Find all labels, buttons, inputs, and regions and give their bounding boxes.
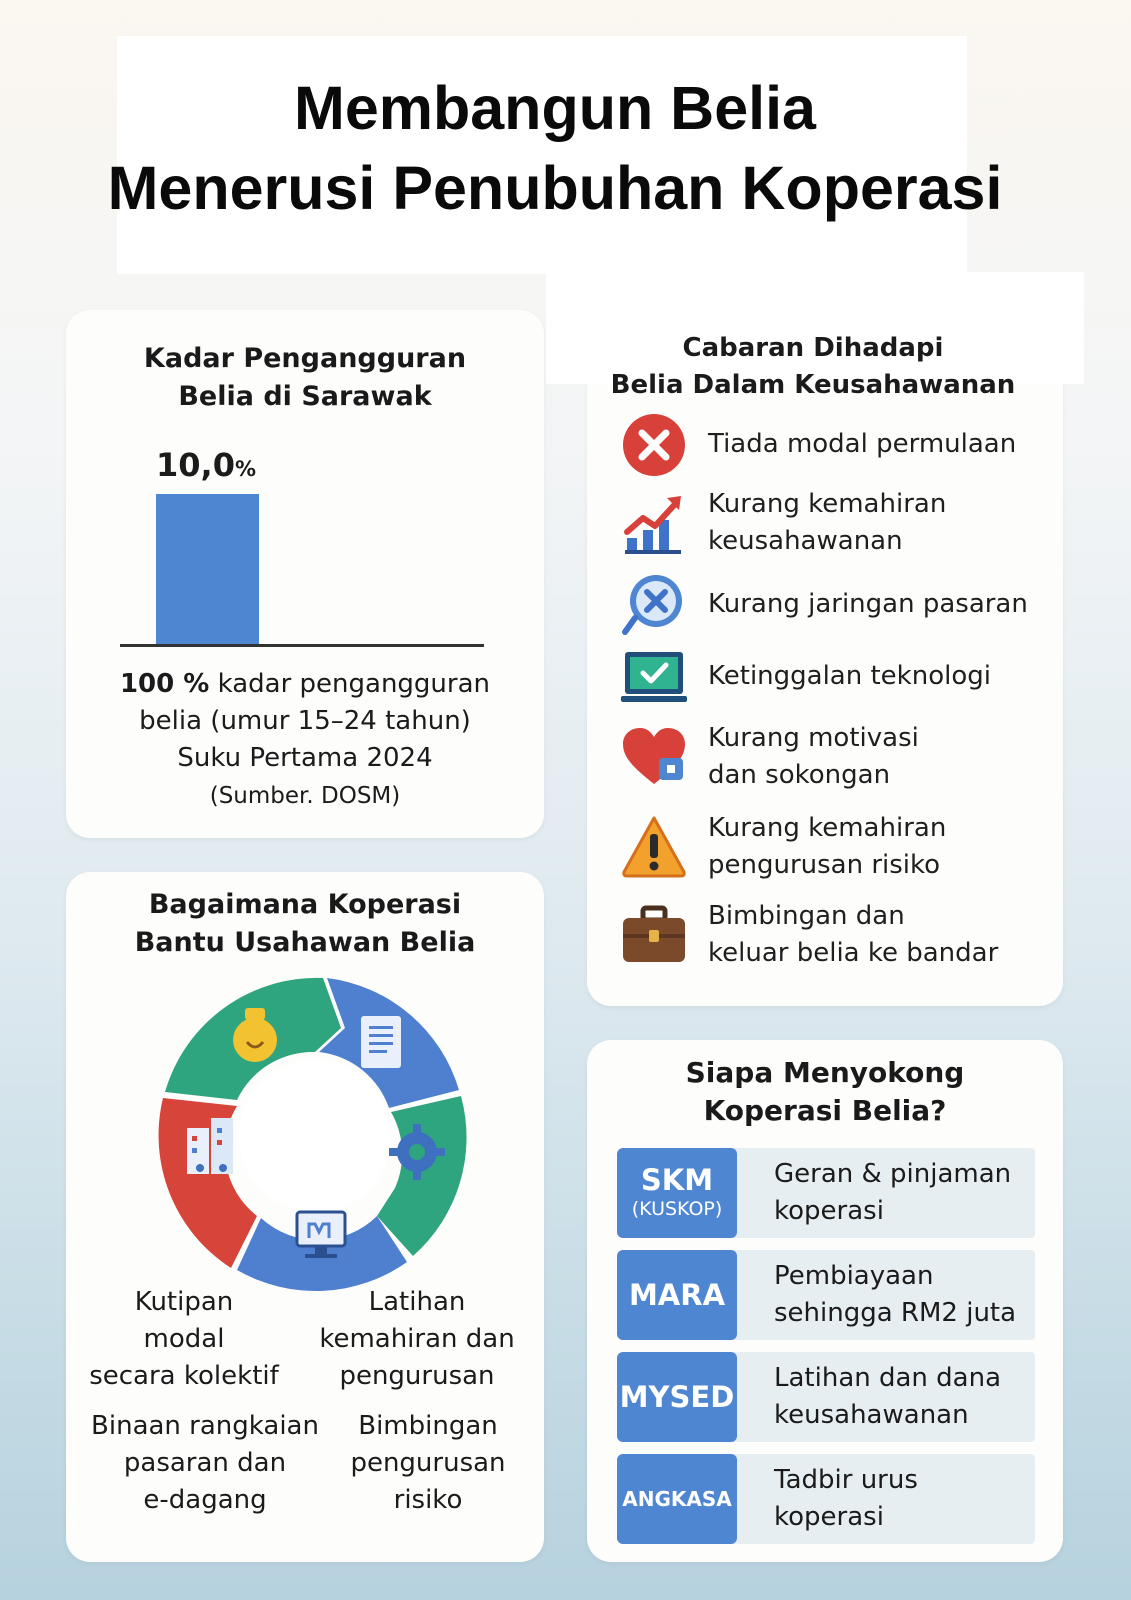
unemployment-description: [66, 666, 544, 815]
challenge-text: Kurang jaringan pasaran: [708, 589, 1028, 619]
x-circle-icon: [621, 412, 687, 478]
cooperative-heading-line1: Bagaimana Koperasi: [148, 889, 462, 920]
support-text: Tadbir urus koperasi: [774, 1465, 918, 1532]
challenge-text: Kurang kemahiran keusahawanan: [708, 489, 947, 556]
challenges-heading-line1: Cabaran Dihadapi: [682, 333, 944, 363]
unemployment-desc-line3: Suku Pertama 2024: [177, 743, 433, 773]
network-x-icon: [621, 570, 687, 636]
coop-label-training: Latihan kemahiran dan pengurusan: [319, 1287, 515, 1391]
support-card: [587, 1040, 1063, 1562]
heart-icon: [621, 724, 687, 790]
page-title-line2: Menerusi Penubuhan Koperasi: [107, 154, 1003, 222]
support-heading-line1: Siapa Menyokong: [685, 1056, 965, 1089]
challenge-text: Kurang motivasi dan sokongan: [708, 723, 919, 790]
challenge-text: Ketinggalan teknologi: [708, 661, 991, 691]
support-badge-mysed: MYSED: [617, 1352, 737, 1442]
chart-baseline: [120, 644, 484, 647]
page-title: [0, 68, 1110, 228]
support-badge-angkasa: ANGKASA: [617, 1454, 737, 1544]
support-badge-mara: MARA: [617, 1250, 737, 1340]
coop-label-risk: Bimbingan pengurusan risiko: [350, 1411, 506, 1515]
cooperative-heading: [66, 886, 544, 962]
unemployment-bar: [156, 494, 259, 644]
support-heading-line2: Koperasi Belia?: [703, 1094, 947, 1127]
document-icon: [361, 1016, 401, 1068]
bar-value-unit: %: [234, 457, 256, 481]
unemployment-card: [66, 310, 544, 838]
page-title-line1: Membangun Belia: [294, 74, 816, 142]
coop-label-network: Binaan rangkaian pasaran dan e-dagang: [91, 1411, 319, 1515]
support-row-mysed: [617, 1352, 1035, 1442]
challenge-text: Tiada modal permulaan: [708, 429, 1017, 459]
challenge-text: Bimbingan dan keluar belia ke bandar: [708, 901, 999, 968]
unemployment-heading-line2: Belia di Sarawak: [178, 381, 432, 412]
challenges-heading: [546, 330, 1080, 404]
cooperative-heading-line2: Bantu Usahawan Belia: [134, 927, 476, 958]
unemployment-heading-line1: Kadar Pengangguran: [143, 343, 467, 374]
bar-value-number: 10,0: [156, 446, 235, 484]
coop-label-capital: Kutipan modal secara kolektif: [89, 1287, 279, 1391]
cycle-wheel: [151, 972, 479, 1300]
challenges-heading-line2: Belia Dalam Keusahawanan: [610, 370, 1016, 400]
unemployment-heading: [66, 340, 544, 416]
wheel-segment-green-right: [377, 1096, 467, 1256]
unemployment-desc-line1: kadar pengangguran: [217, 669, 491, 699]
unemployment-source: (Sumber. DOSM): [209, 783, 401, 809]
bar-value-label: [156, 446, 256, 484]
support-row-mara: [617, 1250, 1035, 1340]
laptop-check-icon: [621, 642, 687, 708]
support-row-angkasa: [617, 1454, 1035, 1544]
unemployment-percent-bold: 100 %: [119, 669, 210, 699]
warning-icon: [621, 814, 687, 880]
support-heading: [587, 1054, 1063, 1130]
support-badge-skm: SKM (KUSKOP): [617, 1148, 737, 1238]
growth-chart-icon: [621, 490, 687, 556]
unemployment-desc-line2: belia (umur 15–24 tahun): [139, 706, 471, 736]
support-text: Latihan dan dana keusahawanan: [774, 1363, 1002, 1430]
challenge-text: Kurang kemahiran pengurusan risiko: [708, 813, 947, 880]
briefcase-icon: [621, 902, 687, 968]
cooperative-card: [66, 872, 544, 1562]
support-text: Geran & pinjaman koperasi: [774, 1159, 1012, 1226]
support-text: Pembiayaan sehingga RM2 juta: [774, 1261, 1017, 1328]
support-row-skm: [617, 1148, 1035, 1238]
challenges-card: [587, 330, 1063, 1006]
